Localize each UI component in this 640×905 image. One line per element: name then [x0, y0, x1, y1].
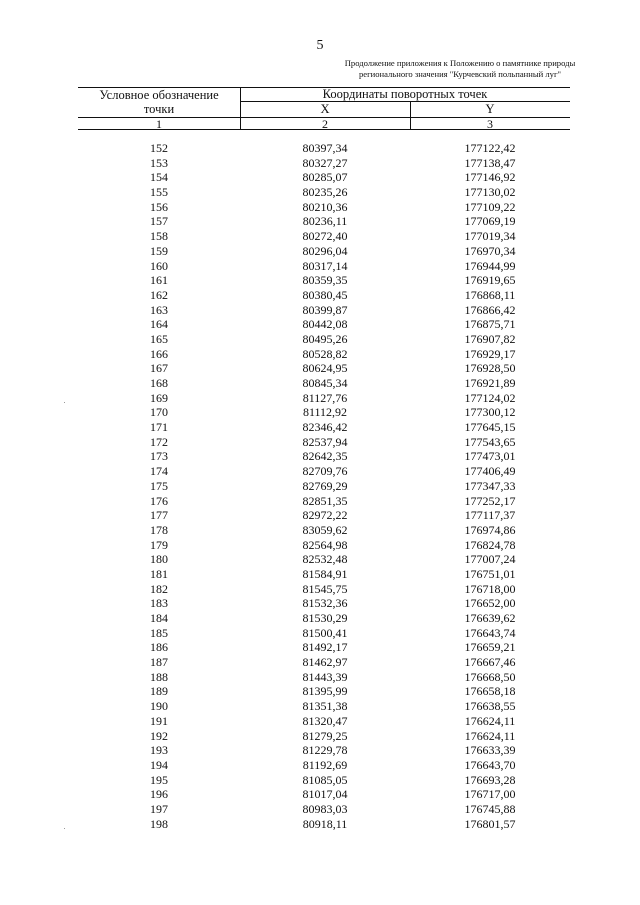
table-row: [78, 758, 570, 773]
y-coordinate-cell: 176717,00: [464, 787, 516, 802]
point-id-cell: 180: [150, 552, 168, 567]
x-coordinate-cell: 80236,11: [302, 214, 348, 229]
x-coordinate-cell: 80918,11: [302, 816, 348, 831]
y-coordinate-cell: 177347,33: [464, 478, 516, 493]
x-coordinate-cell: 81584,91: [302, 566, 348, 581]
table-row: [78, 787, 570, 802]
table-row: [78, 567, 570, 582]
y-coordinate-cell: 176638,55: [464, 699, 516, 714]
y-coordinate-cell: 177117,37: [464, 508, 516, 523]
x-coordinate-cell: 81192,69: [302, 757, 348, 772]
x-coordinate-cell: 80528,82: [302, 346, 348, 361]
point-id-cell: 182: [150, 581, 168, 596]
y-coordinate-cell: 177300,12: [464, 405, 516, 420]
x-coordinate-cell: 80285,07: [302, 170, 348, 185]
x-coordinate-cell: 80380,45: [302, 287, 348, 302]
x-coordinate-cell: 80442,08: [302, 317, 348, 332]
table-row: [78, 420, 570, 435]
x-coordinate-cell: 81279,25: [302, 728, 348, 743]
x-coordinate-cell: 82537,94: [302, 434, 348, 449]
table-row: [78, 244, 570, 259]
point-id-cell: 179: [150, 537, 168, 552]
table-row: [78, 773, 570, 788]
table-row: [78, 817, 570, 832]
x-coordinate-cell: 80495,26: [302, 331, 348, 346]
subtitle-line-1: Продолжение приложения к Положению о памятнике природы: [344, 58, 576, 68]
coords-header: Координаты поворотных точек: [322, 87, 488, 101]
table-row: [78, 288, 570, 303]
x-coordinate-cell: 80296,04: [302, 243, 348, 258]
table-row: [78, 743, 570, 758]
x-coordinate-cell: 81443,39: [302, 669, 348, 684]
table-row: [78, 214, 570, 229]
table-row: [78, 405, 570, 420]
coordinates-table-body: [78, 141, 570, 831]
x-header: X: [320, 102, 330, 116]
table-row: [78, 449, 570, 464]
point-id-cell: 165: [150, 331, 168, 346]
table-row: [78, 185, 570, 200]
point-id-cell: 171: [150, 420, 168, 435]
point-id-cell: 158: [150, 229, 168, 244]
x-coordinate-cell: 80359,35: [302, 273, 348, 288]
table-row: [78, 229, 570, 244]
x-coordinate-cell: 81017,04: [302, 787, 348, 802]
x-coordinate-cell: 82851,35: [302, 493, 348, 508]
point-id-cell: 155: [150, 185, 168, 200]
table-row: [78, 523, 570, 538]
y-coordinate-cell: 176624,11: [464, 713, 516, 728]
y-coordinate-cell: 176928,50: [464, 361, 516, 376]
y-coordinate-cell: 176643,70: [464, 757, 516, 772]
table-row: [78, 156, 570, 171]
page-number: 5: [316, 38, 324, 53]
y-coordinate-cell: 177019,34: [464, 229, 516, 244]
point-id-cell: 160: [150, 258, 168, 273]
point-id-cell: 154: [150, 170, 168, 185]
point-id-cell: 183: [150, 596, 168, 611]
x-coordinate-cell: 82564,98: [302, 537, 348, 552]
point-id-cell: 173: [150, 449, 168, 464]
point-id-cell: 191: [150, 713, 168, 728]
document-subtitle: [330, 58, 590, 80]
point-id-cell: 161: [150, 273, 168, 288]
y-coordinate-cell: 177473,01: [464, 449, 516, 464]
point-id-cell: 185: [150, 625, 168, 640]
table-row: [78, 729, 570, 744]
x-coordinate-cell: 80317,14: [302, 258, 348, 273]
table-row: [78, 611, 570, 626]
y-coordinate-cell: 177645,15: [464, 420, 516, 435]
y-coordinate-cell: 176693,28: [464, 772, 516, 787]
point-id-cell: 169: [150, 390, 168, 405]
x-coordinate-cell: 81229,78: [302, 743, 348, 758]
y-coordinate-cell: 176824,78: [464, 537, 516, 552]
point-id-cell: 153: [150, 155, 168, 170]
x-coordinate-cell: 81085,05: [302, 772, 348, 787]
point-id-cell: 163: [150, 302, 168, 317]
point-id-cell: 195: [150, 772, 168, 787]
x-coordinate-cell: 81395,99: [302, 684, 348, 699]
point-id-cell: 175: [150, 478, 168, 493]
table-row: [78, 479, 570, 494]
col-number-2: 2: [322, 117, 328, 131]
point-id-cell: 152: [150, 141, 168, 155]
x-coordinate-cell: 82346,42: [302, 420, 348, 435]
x-coordinate-cell: 81320,47: [302, 713, 348, 728]
point-id-cell: 190: [150, 699, 168, 714]
y-coordinate-cell: 177406,49: [464, 464, 516, 479]
point-id-cell: 156: [150, 199, 168, 214]
y-coordinate-cell: 176659,21: [464, 640, 516, 655]
point-id-cell: 188: [150, 669, 168, 684]
y-coordinate-cell: 176633,39: [464, 743, 516, 758]
point-id-cell: 194: [150, 757, 168, 772]
y-coordinate-cell: 177252,17: [464, 493, 516, 508]
table-row: [78, 259, 570, 274]
y-coordinate-cell: 176929,17: [464, 346, 516, 361]
x-coordinate-cell: 80397,34: [302, 141, 348, 155]
table-row: [78, 626, 570, 641]
x-coordinate-cell: 80624,95: [302, 361, 348, 376]
y-coordinate-cell: 176974,86: [464, 522, 516, 537]
y-coordinate-cell: 176643,74: [464, 625, 516, 640]
point-id-cell: 197: [150, 801, 168, 816]
x-coordinate-cell: 81530,29: [302, 611, 348, 625]
point-id-cell: 192: [150, 728, 168, 743]
point-id-cell: 170: [150, 405, 168, 420]
y-coordinate-cell: 176751,01: [464, 566, 516, 581]
table-row: [78, 552, 570, 567]
table-row: [78, 640, 570, 655]
y-coordinate-cell: 176875,71: [464, 317, 516, 332]
table-row: [78, 670, 570, 685]
point-id-cell: 167: [150, 361, 168, 376]
y-coordinate-cell: 177543,65: [464, 434, 516, 449]
y-coordinate-cell: 177109,22: [464, 199, 516, 214]
y-coordinate-cell: 177138,47: [464, 155, 516, 170]
x-coordinate-cell: 81532,36: [302, 596, 348, 611]
point-id-cell: 159: [150, 243, 168, 258]
table-row: [78, 347, 570, 362]
col-label-line-2: точки: [143, 102, 175, 116]
x-coordinate-cell: 81112,92: [302, 405, 348, 420]
table-row: [78, 317, 570, 332]
x-coordinate-cell: 83059,62: [302, 522, 348, 537]
col-number-1: 1: [156, 117, 162, 131]
x-coordinate-cell: 80983,03: [302, 801, 348, 816]
x-coordinate-cell: 81492,17: [302, 640, 348, 655]
point-id-cell: 198: [150, 816, 168, 831]
y-coordinate-cell: 176639,62: [464, 611, 516, 625]
y-coordinate-cell: 176658,18: [464, 684, 516, 699]
x-coordinate-cell: 81127,76: [302, 390, 348, 405]
table-row: [78, 494, 570, 509]
y-coordinate-cell: 176667,46: [464, 655, 516, 670]
table-row: [78, 802, 570, 817]
x-coordinate-cell: 82709,76: [302, 464, 348, 479]
table-row: [78, 538, 570, 553]
table-row: [78, 596, 570, 611]
point-id-cell: 181: [150, 566, 168, 581]
subtitle-line-2: регионального значения "Курчевский польпанный луг": [359, 69, 561, 79]
x-coordinate-cell: 81462,97: [302, 655, 348, 670]
point-id-cell: 172: [150, 434, 168, 449]
table-row: [78, 699, 570, 714]
table-row: [78, 332, 570, 347]
y-coordinate-cell: 176919,65: [464, 273, 516, 288]
point-id-cell: 184: [150, 611, 168, 625]
table-row: [78, 361, 570, 376]
point-id-cell: 189: [150, 684, 168, 699]
table-row: [78, 303, 570, 318]
y-coordinate-cell: 177069,19: [464, 214, 516, 229]
y-coordinate-cell: 176944,99: [464, 258, 516, 273]
point-id-cell: 157: [150, 214, 168, 229]
y-coordinate-cell: 177124,02: [464, 390, 516, 405]
x-coordinate-cell: 81545,75: [302, 581, 348, 596]
table-row: [78, 376, 570, 391]
y-coordinate-cell: 176668,50: [464, 669, 516, 684]
col-label-line-1: Условное обозначение: [99, 88, 219, 102]
point-id-cell: 178: [150, 522, 168, 537]
point-id-cell: 196: [150, 787, 168, 802]
point-id-cell: 174: [150, 464, 168, 479]
y-coordinate-cell: 176921,89: [464, 376, 516, 390]
scan-speck: [64, 828, 65, 829]
y-coordinate-cell: 176866,42: [464, 302, 516, 317]
table-row: [78, 273, 570, 288]
table-row: [78, 684, 570, 699]
table-row: [78, 200, 570, 215]
y-coordinate-cell: 176652,00: [464, 596, 516, 611]
x-coordinate-cell: 80210,36: [302, 199, 348, 214]
table-row: [78, 508, 570, 523]
table-row: [78, 464, 570, 479]
y-coordinate-cell: 177146,92: [464, 170, 516, 185]
y-coordinate-cell: 176907,82: [464, 331, 516, 346]
table-row: [78, 141, 570, 156]
table-row: [78, 170, 570, 185]
x-coordinate-cell: 81351,38: [302, 699, 348, 714]
col-label-header: [78, 88, 240, 116]
x-coordinate-cell: 80399,87: [302, 302, 348, 317]
table-row: [78, 714, 570, 729]
y-coordinate-cell: 177130,02: [464, 185, 516, 200]
point-id-cell: 186: [150, 640, 168, 655]
table-row: [78, 655, 570, 670]
x-coordinate-cell: 82769,29: [302, 478, 348, 493]
y-coordinate-cell: 176718,00: [464, 581, 516, 596]
x-coordinate-cell: 80235,26: [302, 185, 348, 200]
y-coordinate-cell: 176624,11: [464, 728, 516, 743]
y-coordinate-cell: 177122,42: [464, 141, 516, 155]
y-coordinate-cell: 176801,57: [464, 816, 516, 831]
x-coordinate-cell: 80327,27: [302, 155, 348, 170]
point-id-cell: 162: [150, 287, 168, 302]
table-row: [78, 391, 570, 406]
point-id-cell: 176: [150, 493, 168, 508]
x-coordinate-cell: 81500,41: [302, 625, 348, 640]
x-coordinate-cell: 82532,48: [302, 552, 348, 567]
x-coordinate-cell: 80272,40: [302, 229, 348, 244]
y-coordinate-cell: 176868,11: [464, 287, 516, 302]
y-coordinate-cell: 176745,88: [464, 801, 516, 816]
point-id-cell: 164: [150, 317, 168, 332]
x-coordinate-cell: 82972,22: [302, 508, 348, 523]
point-id-cell: 168: [150, 376, 168, 390]
table-row: [78, 582, 570, 597]
point-id-cell: 193: [150, 743, 168, 758]
y-coordinate-cell: 176970,34: [464, 243, 516, 258]
y-header: Y: [485, 102, 495, 116]
col-number-3: 3: [487, 117, 493, 131]
y-coordinate-cell: 177007,24: [464, 552, 516, 567]
point-id-cell: 177: [150, 508, 168, 523]
scan-speck: [64, 402, 65, 403]
point-id-cell: 187: [150, 655, 168, 670]
x-coordinate-cell: 80845,34: [302, 376, 348, 390]
point-id-cell: 166: [150, 346, 168, 361]
x-coordinate-cell: 82642,35: [302, 449, 348, 464]
table-row: [78, 435, 570, 450]
